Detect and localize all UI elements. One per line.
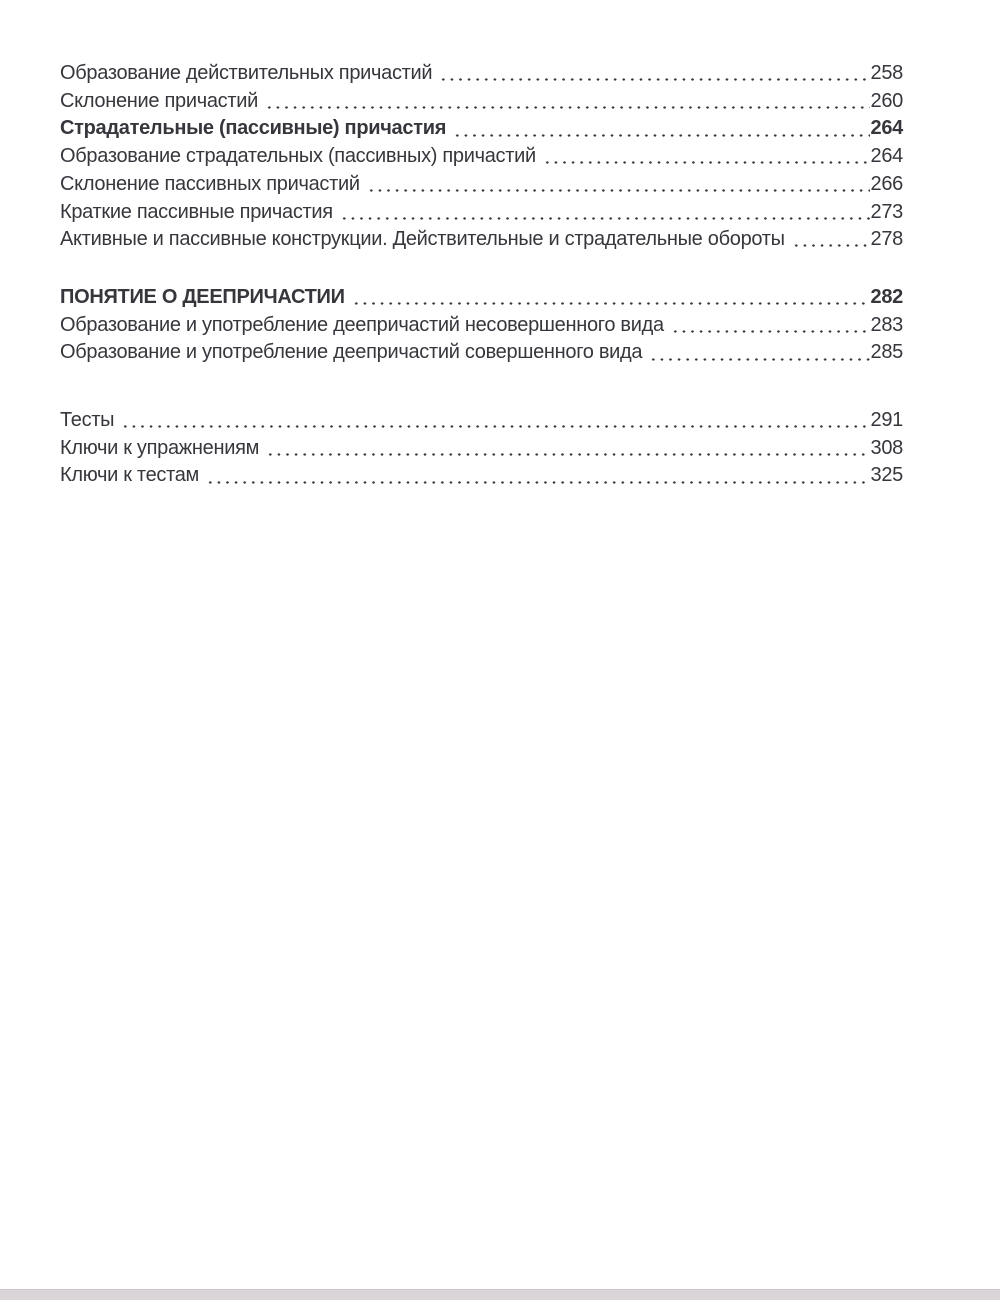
dot-leader xyxy=(367,171,870,199)
toc-entry-page: 282 xyxy=(870,285,903,308)
toc-entry xyxy=(60,115,903,143)
toc-entry-page: 325 xyxy=(870,464,903,487)
toc-entry-page: 264 xyxy=(870,145,903,168)
dot-leader xyxy=(649,339,869,367)
toc-entry-page: 291 xyxy=(870,409,903,432)
toc-entry-label: Активные и пассивные конструкции. Действительные и страдательные обороты xyxy=(60,228,785,251)
toc-entry-label: Образование действительных причастий xyxy=(60,62,433,84)
dot-leader xyxy=(543,143,870,171)
toc-entry xyxy=(60,339,903,367)
table-of-contents xyxy=(60,60,903,490)
toc-section-participles xyxy=(60,60,903,254)
dot-leader xyxy=(453,115,869,143)
toc-entry-label: Ключи к упражнениям xyxy=(60,436,260,459)
toc-entry-page: 278 xyxy=(870,228,903,251)
toc-entry-page: 273 xyxy=(870,200,903,223)
toc-entry-label: Тесты xyxy=(60,409,115,432)
toc-section-tests-keys xyxy=(60,407,903,490)
toc-entry xyxy=(60,462,903,490)
toc-entry-page: 260 xyxy=(870,89,903,112)
toc-entry-label: Образование страдательных (пассивных) причастий xyxy=(60,145,536,168)
toc-entry-label: Краткие пассивные причастия xyxy=(60,200,333,223)
toc-entry-page: 264 xyxy=(870,117,903,140)
dot-leader xyxy=(439,60,869,88)
toc-entry-page: 283 xyxy=(870,313,903,336)
toc-entry-label: Ключи к тестам xyxy=(60,464,200,487)
toc-entry-label: Страдательные (пассивные) причастия xyxy=(60,117,447,140)
toc-entry xyxy=(60,226,903,254)
toc-entry xyxy=(60,88,903,116)
toc-entry xyxy=(60,143,903,171)
dot-leader xyxy=(266,435,869,463)
dot-leader xyxy=(206,462,870,490)
toc-entry xyxy=(60,199,903,227)
toc-entry-label: Образование и употребление деепричастий совершенного вида xyxy=(60,341,643,364)
toc-entry-label: Склонение причастий xyxy=(60,89,258,112)
toc-entry-label: Склонение пассивных причастий xyxy=(60,172,360,195)
dot-leader xyxy=(121,407,869,435)
dot-leader xyxy=(340,199,870,227)
dot-leader xyxy=(265,88,870,116)
toc-entry-page: 285 xyxy=(870,341,903,364)
toc-entry xyxy=(60,284,903,312)
dot-leader xyxy=(792,226,870,254)
toc-entry-label: Образование и употребление деепричастий несовершенного вида xyxy=(60,313,664,336)
toc-entry xyxy=(60,60,903,88)
toc-entry-page: 266 xyxy=(870,172,903,195)
toc-entry xyxy=(60,171,903,199)
toc-entry-page: 308 xyxy=(870,436,903,459)
dot-leader xyxy=(671,312,870,340)
toc-entry xyxy=(60,312,903,340)
toc-entry xyxy=(60,407,903,435)
dot-leader xyxy=(352,284,870,312)
toc-section-gerunds xyxy=(60,284,903,367)
toc-entry-label: ПОНЯТИЕ О ДЕЕПРИЧАСТИИ xyxy=(60,285,345,308)
toc-entry xyxy=(60,435,903,463)
toc-entry-page: 258 xyxy=(870,62,903,84)
page-bottom-edge xyxy=(0,1289,1000,1300)
